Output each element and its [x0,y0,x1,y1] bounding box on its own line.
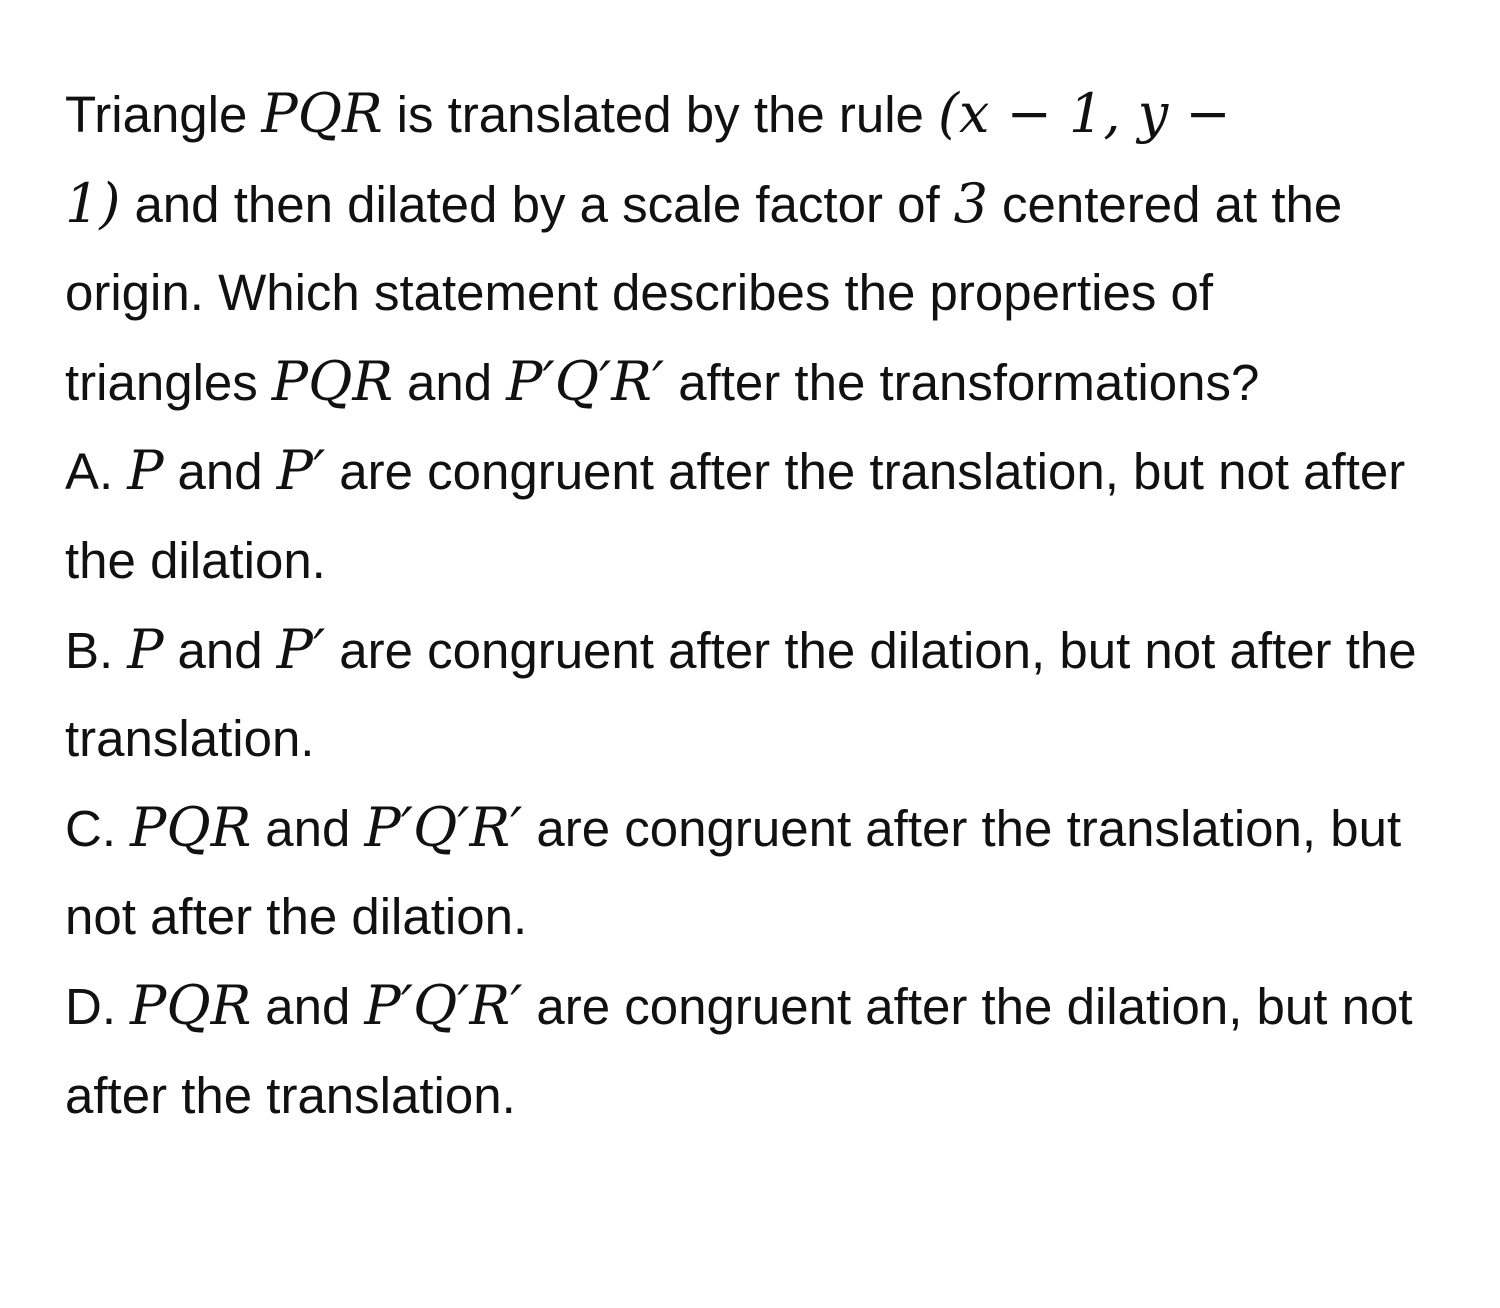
option-text: and [177,621,263,679]
math-term: P [127,439,164,503]
option-text: and [177,443,263,501]
option-text: are congruent after the translation, but not after the dilation. [65,443,1406,589]
math-triangle-pqr: PQR [271,349,394,413]
question-text: and then dilated by a scale factor of [134,175,940,233]
math-triangle-image: P′Q′R′ [506,349,665,413]
option-text: and [265,977,351,1035]
math-term: P [127,617,164,681]
option-b[interactable] [65,606,1465,784]
math-term: P′Q′R′ [364,795,523,859]
option-text: are congruent after the dilation, but not after the translation. [65,621,1417,768]
question-text: is translated by the rule [396,86,924,143]
math-term: P′ [276,439,326,503]
question-text: after the transformations? [678,353,1260,411]
option-c[interactable] [65,784,1465,962]
option-text: are congruent after the translation, but not after the dilation. [65,799,1402,946]
math-translation-rule-end: 1) [65,171,121,235]
option-d[interactable] [65,962,1465,1140]
math-triangle-pqr: PQR [261,82,383,145]
option-letter: B. [65,621,114,679]
question-text: Triangle [65,86,248,143]
option-text: are congruent after the dilation, but not after the translation. [65,977,1413,1124]
question-text: and [407,353,493,411]
option-letter: A. [65,443,114,501]
option-text: and [265,799,351,857]
math-term: P′Q′R′ [364,973,523,1037]
math-term: P′ [276,617,326,681]
math-scale-factor: 3 [953,171,988,235]
math-translation-rule: (x − 1, y − [937,82,1231,145]
math-term: PQR [130,795,252,859]
option-letter: D. [65,977,116,1035]
question-text: centered at the origin. Which statement describes the properties of triangles [65,175,1343,411]
question-content [65,70,1465,1140]
question-stem [65,70,1465,427]
option-a[interactable] [65,427,1465,605]
option-letter: C. [65,799,116,857]
math-term: PQR [130,973,252,1037]
